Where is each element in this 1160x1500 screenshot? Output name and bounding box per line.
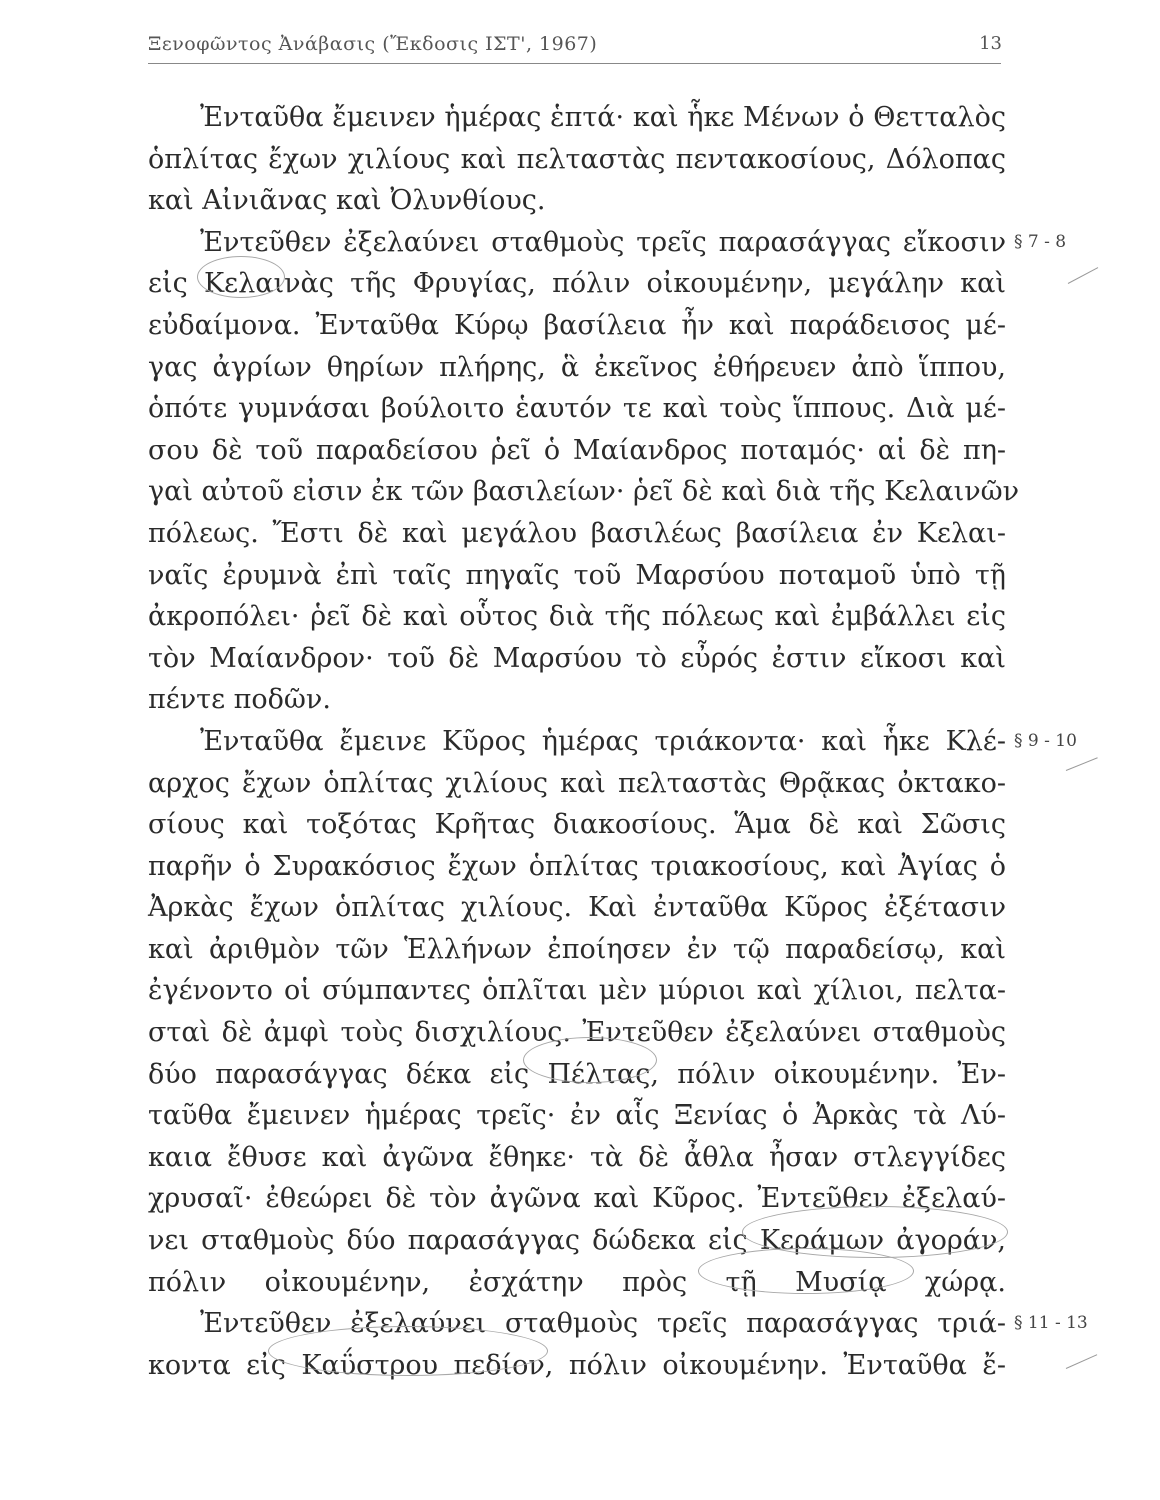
text-line-content: τὸν Μαίανδρον· τοῦ δὲ Μαρσύου τὸ εὖρός ἐστιν εἴκοσι καὶ (148, 642, 1006, 674)
text-line-content: αρχος ἔχων ὁπλίτας χιλίους καὶ πελταστὰς Θρᾷκας ὀκτακο- (148, 767, 1006, 799)
text-line (148, 139, 1008, 181)
margin-section-note: § 11 - 13 (1014, 1313, 1088, 1334)
text-line (148, 1262, 1008, 1304)
text-line (148, 180, 1008, 222)
margin-mark (1066, 1354, 1097, 1369)
text-line (148, 596, 1008, 638)
text-line (148, 97, 1008, 139)
text-line-content: γας ἀγρίων θηρίων πλήρης, ἃ ἐκεῖνος ἐθήρευεν ἀπὸ ἵππου, (148, 351, 1006, 383)
text-line (148, 347, 1008, 389)
text-line-content: εἰς Κελαινὰς τῆς Φρυγίας, πόλιν οἰκουμένην, μεγάλην καὶ (148, 268, 1006, 300)
text-line-content: παρῆν ὁ Συρακόσιος ἔχων ὁπλίτας τριακοσίους, καὶ Ἀγίας ὁ (148, 850, 1006, 882)
header-rule (148, 63, 1001, 64)
text-line-content: γαὶ αὐτοῦ εἰσιν ἐκ τῶν βασιλείων· ῥεῖ δὲ καὶ διὰ τῆς Κελαινῶν (148, 476, 1020, 508)
text-line (148, 555, 1008, 597)
text-line-content: καὶ Αἰνιᾶνας καὶ Ὀλυνθίους. (148, 185, 546, 217)
text-line-content: πέντε ποδῶν. (148, 684, 331, 716)
text-line-content: χρυσαῖ· ἐθεώρει δὲ τὸν ἀγῶνα καὶ Κῦρος. Ἐντεῦθεν ἐξελαύ- (148, 1183, 1006, 1215)
text-line (148, 1303, 1088, 1345)
text-line-content: πόλεως. Ἔστι δὲ καὶ μεγάλου βασιλέως βασίλεια ἐν Κελαι- (148, 517, 1006, 549)
text-line-content: πόλιν οἰκουμένην, ἐσχάτην πρὸς τῇ Μυσίᾳ χώρᾳ. (148, 1266, 1006, 1298)
text-line-content: ὁπλίτας ἔχων χιλίους καὶ πελταστὰς πεντακοσίους, Δόλοπας (148, 143, 1006, 175)
text-line (148, 887, 1008, 929)
margin-mark (1068, 267, 1098, 284)
text-line-content: νει σταθμοὺς δύο παρασάγγας δώδεκα εἰς Κεράμων ἀγοράν, (148, 1225, 1006, 1257)
text-line-content: σίους καὶ τοξότας Κρῆτας διακοσίους. Ἅμα δὲ καὶ Σῶσις (148, 809, 1006, 841)
text-line (148, 1220, 1008, 1262)
text-line-content: σταὶ δὲ ἀμφὶ τοὺς δισχιλίους. Ἐντεῦθεν ἐξελαύνει σταθμοὺς (148, 1017, 1006, 1049)
text-line-content: ἀκροπόλει· ῥεῖ δὲ καὶ οὗτος διὰ τῆς πόλεως καὶ ἐμβάλλει εἰς (148, 601, 1006, 633)
text-line-content: σου δὲ τοῦ παραδείσου ῥεῖ ὁ Μαίανδρος ποταμός· αἱ δὲ πη- (148, 434, 1006, 466)
margin-section-note: § 7 - 8 (1014, 231, 1067, 252)
text-line (148, 513, 1008, 555)
text-line-content: Ἀρκὰς ἔχων ὁπλίτας χιλίους. Καὶ ἐνταῦθα Κῦρος ἐξέτασιν (148, 892, 1006, 924)
running-head: Ξενοφῶντος Ἀνάβασις (Ἔκδοσις ΙΣΤ', 1967) (148, 33, 598, 55)
text-line (148, 638, 1008, 680)
text-line (148, 679, 1008, 721)
main-text (148, 97, 1088, 1386)
text-line (148, 970, 1008, 1012)
text-line-content: κοντα εἰς Καΰστρου πεδίον, πόλιν οἰκουμένην. Ἐνταῦθα ἔ- (148, 1349, 1006, 1381)
text-line-content: καὶ ἀριθμὸν τῶν Ἑλλήνων ἐποίησεν ἐν τῷ παραδείσῳ, καὶ (148, 933, 1006, 965)
text-line (148, 1095, 1008, 1137)
page-number: 13 (979, 33, 1002, 54)
text-line-content: δύο παρασάγγας δέκα εἰς Πέλτας, πόλιν οἰκουμένην. Ἐν- (148, 1058, 1006, 1090)
text-line-content: Ἐνταῦθα ἔμεινε Κῦρος ἡμέρας τριάκοντα· καὶ ἧκε Κλέ- (200, 725, 1006, 757)
text-line-content: ἐγένοντο οἱ σύμπαντες ὁπλῖται μὲν μύριοι καὶ χίλιοι, πελτα- (148, 975, 1006, 1007)
text-line (148, 763, 1008, 805)
text-line-content: καια ἔθυσε καὶ ἀγῶνα ἔθηκε· τὰ δὲ ἆθλα ἦσαν στλεγγίδες (148, 1141, 1006, 1173)
margin-section-note: § 9 - 10 (1014, 730, 1077, 751)
text-line (148, 1345, 1008, 1387)
text-line (148, 388, 1008, 430)
text-line-content: ὁπότε γυμνάσαι βούλοιτο ἑαυτόν τε καὶ τοὺς ἵππους. Διὰ μέ- (148, 393, 1006, 425)
text-line (148, 430, 1008, 472)
text-line (148, 1137, 1008, 1179)
text-line (148, 1012, 1008, 1054)
text-line-content: Ἐνταῦθα ἔμεινεν ἡμέρας ἑπτά· καὶ ἧκε Μένων ὁ Θετταλὸς (200, 102, 1006, 133)
text-line-content: Ἐντεῦθεν ἐξελαύνει σταθμοὺς τρεῖς παρασάγγας τριά- (200, 1308, 1006, 1340)
text-line (148, 263, 1008, 305)
text-line (148, 1054, 1008, 1096)
text-line (148, 721, 1077, 763)
text-line (148, 929, 1008, 971)
text-line (148, 471, 1020, 513)
text-line-content: ναῖς ἐρυμνὰ ἐπὶ ταῖς πηγαῖς τοῦ Μαρσύου ποταμοῦ ὑπὸ τῇ (148, 559, 1006, 591)
text-line (148, 222, 1067, 264)
text-line (148, 1178, 1008, 1220)
text-line-content: εὐδαίμονα. Ἐνταῦθα Κύρῳ βασίλεια ἦν καὶ παράδεισος μέ- (148, 309, 1006, 341)
text-line (148, 305, 1008, 347)
text-line-content: Ἐντεῦθεν ἐξελαύνει σταθμοὺς τρεῖς παρασάγγας εἴκοσιν (200, 226, 1006, 258)
text-line (148, 804, 1008, 846)
text-line (148, 846, 1008, 888)
text-line-content: ταῦθα ἔμεινεν ἡμέρας τρεῖς· ἐν αἷς Ξενίας ὁ Ἀρκὰς τὰ Λύ- (148, 1100, 1006, 1132)
